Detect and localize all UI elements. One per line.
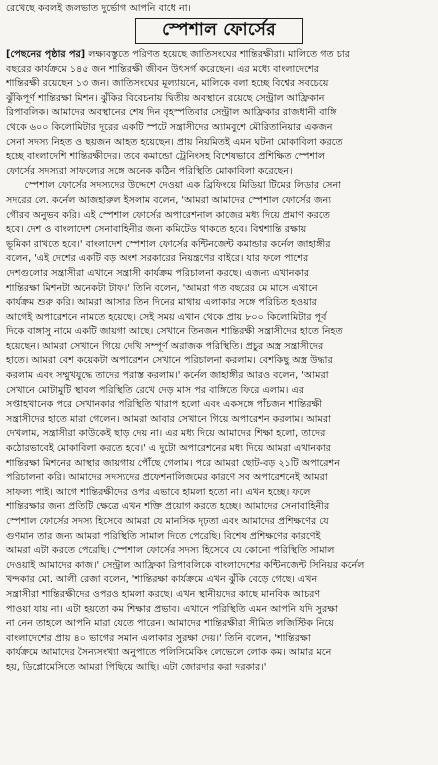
article-line: করলাম এবং সম্মুখযুদ্ধে তাদের পরাস্ত করলাম।' কর্নেল জাহাঙ্গীর আরও বলেন, 'আমরা (6, 370, 329, 382)
article-body (6, 48, 432, 690)
article-line: স্পেশাল ফোর্সের সদস্য হিসেবে আমরা যে মানসিক দৃঢ়তা এবং আমাদের প্রশিক্ষণের যে (6, 516, 329, 527)
article-line: পাওয়া যায় না। এটা হয়তো কম শিক্ষার প্রভাব। এখানে পরিস্থিতি এমন আপনি যদি সুরক্ষা (6, 603, 338, 615)
article-line: স্পেশাল ফোর্সের সদস্যদের উদ্দেশে দেওয়া এক ব্রিফিংয়ে মিডিয়া টিমের লিডার সেনা (6, 180, 341, 192)
article-line: গুণমান তার জন্য আমরা পরিস্থিতি সামাল দিতে পেরেছি। বিশেষ প্রশিক্ষণের কারণেই (6, 530, 321, 542)
article-line: রিপাবলিক। আমাদের অবস্থানের শেষ দিন বৃহস্পতিবার সেন্ট্রাল আফ্রিকার রাজধানী বাঙ্গি (6, 107, 337, 119)
article-line: সন্ত্রাসীদের হাতে মারা গেলেন। আমরা আবার সেখানে গিয়ে অপারেশন করলাম। আমরা (6, 413, 331, 425)
article-line: শান্তিরক্ষী রয়েছেন ১৩ জন। জাতিসংঘের মূল্যায়নে, মালিকে বলা হচ্ছে বিশ্বের সবচেয়ে (6, 78, 329, 90)
article-line: ঝুঁকিপূর্ণ শান্তিরক্ষা মিশন। ঝুঁকির বিবেচনায় দ্বিতীয় অবস্থানে রয়েছে সেন্ট্রাল আফ্রিকান (6, 92, 325, 104)
continued-tag: [পেছনের পৃষ্ঠার পর] (6, 49, 86, 60)
article-line: হবে। দেশ ও বাংলাদেশ সেনাবাহিনীর জন্য কমিটেড থাকতে হবে। বিশ্বশান্তি রক্ষায় (6, 224, 307, 236)
article-line: ফোর্সের সদস্যরা সাফল্যের সঙ্গে অনেক কঠিন পরিস্থিতি মোকাবিলা করেছেন। (6, 165, 293, 177)
article-line (6, 676, 432, 691)
article-line: বছরের কার্যক্রমে ১৪৫ জন শান্তিরক্ষী জীবন উৎসর্গ করেছেন। এর মধ্যে বাংলাদেশের (6, 63, 319, 75)
headline-box (135, 18, 303, 44)
article-line (6, 48, 432, 63)
article-line: থেকে ৬০০ কিলোমিটার দূরের একটি স্পটে সন্ত্রাসীদের অ্যামবুশে মৌরিতানিয়ার একজন (6, 121, 333, 133)
article-line: আমরা এটা করতে পেরেছি। স্পেশাল ফোর্সের সদস্য হিসেবে যে কোনো পরিস্থিতি সামাল (6, 545, 335, 557)
headline: স্পেশাল ফোর্সের (162, 20, 276, 40)
article-line: ভূমিকা রাখতে হবে।' বাংলাদেশ স্পেশাল ফোর্সের কন্টিনজেন্ট কমান্ডার কর্নেল জাহাঙ্গীর (6, 238, 331, 250)
article-line: খন্দকার মো. আলী রেজা বলেন, 'শান্তিরক্ষা কার্যক্রমে এখন ঝুঁকি বেড়ে গেছে। এখন (6, 574, 318, 586)
article-line: শান্তিরক্ষার জন্য প্রতিটি ক্ষেত্রে এখন শক্তি প্রয়োগ করতে হচ্ছে। আমাদের সেনাবাহিনীর (6, 501, 330, 513)
article-line: দেশগুলোর সন্ত্রাসীরা এখানে সন্ত্রাসী কার্যক্রম পরিচালনা করছে। এজন্য এখানকার (6, 267, 310, 279)
previous-article-tail: রেখেছে কবলই জলভাত দুর্ভোগ আপনি বাধে না। (6, 3, 191, 14)
article-line: কার্যক্রমে আমাদের সৈন্যসংখ্যা অনুপাতে পলিসিমেকিং লেভেলে লোক কম। আমার মনে (6, 647, 332, 659)
article-line: বলেন, 'এই দেশের একটি বড় অংশ সরকারের নিয়ন্ত্রণের বাইরে। যার ফলে পাশের (6, 253, 309, 265)
article-line: পরিচালনা করি। আমাদের সদস্যদের প্রফেশনালিজমের কারণে সব অপারেশনেই আমরা (6, 472, 328, 484)
article-line: দেখলাম, সন্ত্রাসীরা কাউকেই ছাড় দেয় না। এর মধ্য দিয়ে আমাদের শিক্ষা হলো, তাদের (6, 428, 326, 440)
article-line: আগেই অপারেশনে নামতে হয়েছে। সেই সময় এখান থেকে প্রায় ৮০০ কিলোমিটার পূর্ব (6, 311, 327, 323)
article-line-text: লক্ষ্যবস্তুতে পরিণত হয়েছে জাতিসংঘের শান্তিরক্ষীরা। মালিতে গত চার (85, 49, 350, 60)
article-line: না নেন তাহলে আপনি মারা যেতে পারেন। আমাদের শান্তিরক্ষীরা সীমিত লজিস্টিক নিয়ে (6, 618, 334, 630)
article-line: হচ্ছে বাংলাদেশি শান্তিরক্ষীদের। তবে কমান্ডো ট্রেনিংসহ বিশেষভাবে প্রশিক্ষিত স্পেশাল (6, 151, 326, 163)
article-line: দিকে বাঙ্গাসু নামে একটি জায়গা আছে। সেখানে তিনজন শান্তিরক্ষী সন্ত্রাসীদের হাতে নিহত (6, 326, 343, 338)
article-line: সদরের লে. কর্নেল আজহারুল ইসলাম বলেন, 'আমরা আমাদের স্পেশাল ফোর্সের জন্য (6, 194, 332, 206)
article-line: কার্যক্রম শুরু করি। আমরা আসার তিন দিনের মাথায় এলাকার সঙ্গে পরিচিত হওয়ার (6, 297, 317, 309)
article-line: দেওয়াই আমাদের কাজ।' সেন্ট্রাল আফ্রিকা রিপাবলিকে বাংলাদেশের কন্টিনজেন্ট সিনিয়র কর্নেল (6, 559, 365, 571)
article-line: সেনা সদস্য নিহত ও ছয়জন আহত হয়েছেন। প্রায় নিয়মিতই এমন ঘটনা মোকাবিলা করতে (6, 136, 343, 148)
article-line: হয়েছেন। আমরা সেখানে গিয়ে দেখি সম্পূর্ণ অরাজক পরিস্থিতি। প্রচুর অস্ত্র সন্ত্রাসীদের (6, 340, 324, 352)
article-line: শান্তিরক্ষা মিশনটা অনেকটা টাফ।' তিনি বলেন, 'আমরা গত বছরের মে মাসে এখানে (6, 282, 318, 294)
article-line: হয়, ডিপ্লোমেসিতে আমরা পিছিয়ে আছি। এটা জোরদার করা দরকার।' (6, 661, 267, 673)
article-line: সাফল্য পাই। আগে শান্তিরক্ষীদের ওপর এভাবে হামলা হতো না। এখন হচ্ছে। ফলে (6, 486, 311, 498)
article-line: সন্ত্রাসীরা শান্তিরক্ষীদের ওপরও হামলা করছে। এখন স্থানীয়দের কাছে মানবিক আচরণ (6, 588, 321, 600)
article-line: গৌরব অনুভব করি। এই স্পেশাল ফোর্সের অপারেশনাল কাজের মধ্য দিয়ে প্রমাণ করতে (6, 209, 330, 221)
article-line: শান্তিরক্ষা মিশনের আস্থার জায়গায় পৌঁছে গেলাম। পরে আমরা ছোট-বড় ২১টি অপারেশন (6, 457, 340, 469)
article-line: সেখানে মোটামুটি স্থাবল পরিস্থিতি রেখে দেড় মাস পর বাঙ্গিতে ফিরে এলাম। এর (6, 384, 305, 396)
article-line: হাতে। আমরা বেশ কয়েকটা অপারেশন সেখানে পরিচালনা করলাম। বেশকিছু অস্ত্র উদ্ধার (6, 355, 333, 367)
article-line: কঠোরভাবেই মোকাবিলা করতে হবে।' এ দুটো অপারেশনের মধ্য দিয়ে আমরা এখানকার (6, 443, 331, 455)
article-line: বাংলাদেশের প্রায় ৪০ ভাগের সমান এলাকার সুরক্ষা দেয়।' তিনি বলেন, 'শান্তিরক্ষা (6, 632, 311, 644)
article-line: সপ্তাহখানেক পরে সেখানকার পরিস্থিতি খারাপ হলো এবং একসঙ্গে পাঁচজন শান্তিরক্ষী (6, 399, 323, 411)
